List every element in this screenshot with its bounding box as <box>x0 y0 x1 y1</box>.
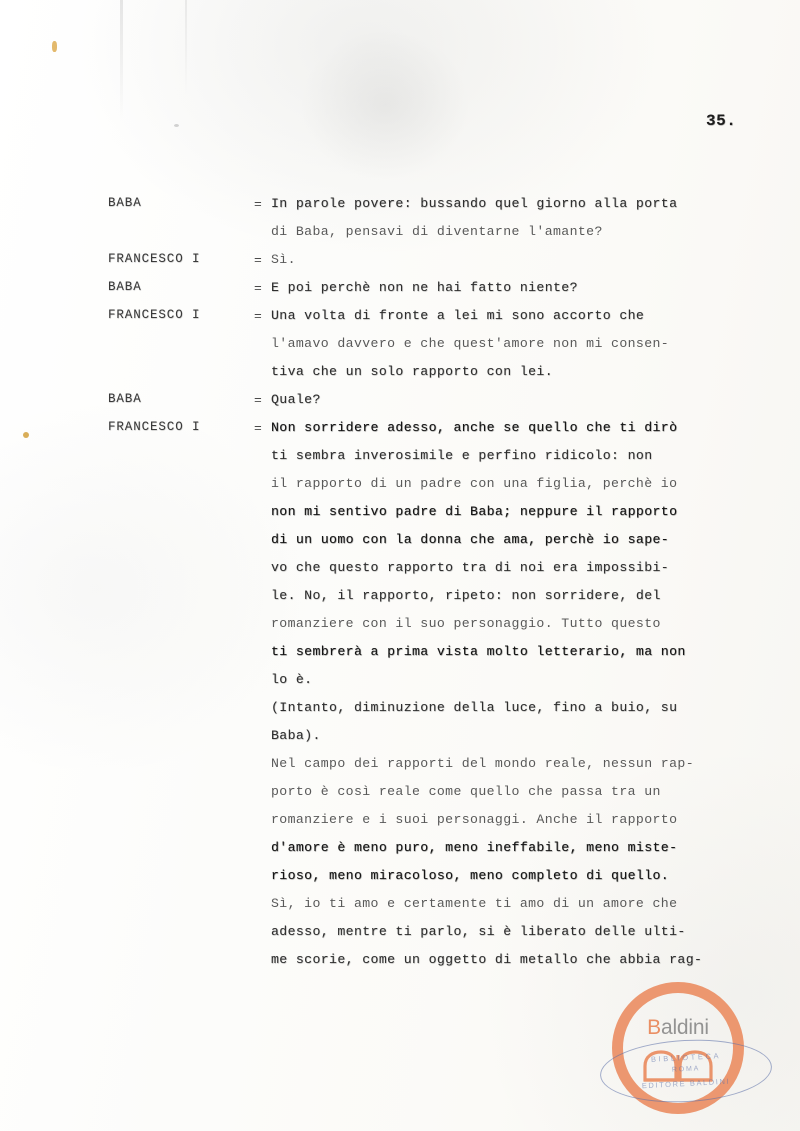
blue-stamp-line-mid: ROMA <box>671 1065 701 1074</box>
script-line <box>108 280 780 308</box>
underlined-text: Baba <box>271 728 305 743</box>
script-line <box>108 224 780 252</box>
paper-speck-orange-2 <box>23 432 29 438</box>
dialogue-line: di un uomo con la donna che ama, perchè io sape- <box>271 532 670 547</box>
speaker-separator: = <box>254 309 262 324</box>
dialogue-line: romanziere e i suoi personaggi. Anche il rapporto <box>271 812 678 827</box>
open-book-icon <box>642 1048 714 1082</box>
dialogue-line: porto è così reale come quello che passa tra un <box>271 784 661 799</box>
script-line <box>108 392 780 420</box>
script-line <box>108 868 780 896</box>
script-line <box>108 728 780 756</box>
speaker-separator: = <box>254 281 262 296</box>
script-line <box>108 476 780 504</box>
blue-stamp-line-bottom: EDITORE BALDINI <box>641 1076 731 1091</box>
logo-wordmark <box>612 1016 744 1040</box>
script-line <box>108 560 780 588</box>
script-line <box>108 336 780 364</box>
script-line <box>108 588 780 616</box>
dialogue-line: di Baba, pensavi di diventarne l'amante? <box>271 224 603 239</box>
script-line <box>108 700 780 728</box>
script-line <box>108 952 780 980</box>
paper-smudge <box>300 30 470 180</box>
dialogue-line: Sì. <box>271 252 296 267</box>
dialogue-line: non mi sentivo padre di Baba; neppure il rapporto <box>271 504 678 519</box>
script-line <box>108 672 780 700</box>
dialogue-line: rioso, meno miracoloso, meno completo di quello. <box>271 868 670 883</box>
dialogue-line: adesso, mentre ti parlo, si è liberato delle ulti- <box>271 924 686 939</box>
page-number: 35. <box>706 112 737 130</box>
script-line <box>108 252 780 280</box>
script-line <box>108 756 780 784</box>
underlined-text: Intanto, diminuzione della luce, fino a buio, su <box>279 700 678 715</box>
script-line <box>108 812 780 840</box>
script-line <box>108 196 780 224</box>
dialogue-line: vo che questo rapporto tra di noi era impossibi- <box>271 560 670 575</box>
dialogue-line: romanziere con il suo personaggio. Tutto questo <box>271 616 661 631</box>
stage-direction-line <box>271 728 781 743</box>
dialogue-line: Una volta di fronte a lei mi sono accorto che <box>271 308 645 323</box>
stage-direction-line <box>271 700 781 715</box>
script-line <box>108 924 780 952</box>
dialogue-line: lo è. <box>271 672 313 687</box>
dialogue-line: Non sorridere adesso, anche se quello che ti dirò <box>271 420 678 435</box>
paper-speck-gray <box>174 124 179 127</box>
speaker-label: BABA <box>108 196 142 210</box>
paren-close: ). <box>304 728 321 743</box>
dialogue-line: ti sembra inverosimile e perfino ridicolo: non <box>271 448 653 463</box>
logo-ring <box>612 982 744 1114</box>
paper-crease-2 <box>185 0 187 95</box>
speaker-separator: = <box>254 197 262 212</box>
speaker-separator: = <box>254 393 262 408</box>
script-line <box>108 896 780 924</box>
dialogue-line: il rapporto di un padre con una figlia, perchè io <box>271 476 678 491</box>
script-line <box>108 784 780 812</box>
dialogue-line: Nel campo dei rapporti del mondo reale, nessun rap- <box>271 756 694 771</box>
logo-wordmark-rest: aldini <box>660 1016 709 1039</box>
paren-open: ( <box>271 700 280 715</box>
speaker-label: FRANCESCO I <box>108 252 201 266</box>
dialogue-line: tiva che un solo rapporto con lei. <box>271 364 553 379</box>
speaker-label: BABA <box>108 392 142 406</box>
dialogue-line: me scorie, come un oggetto di metallo che abbia rag- <box>271 952 703 967</box>
dialogue-line: Quale? <box>271 392 321 407</box>
script-line <box>108 504 780 532</box>
script-line <box>108 644 780 672</box>
dialogue-line: In parole povere: bussando quel giorno alla porta <box>271 196 678 211</box>
script-line <box>108 364 780 392</box>
script-body <box>108 196 780 980</box>
dialogue-line: d'amore è meno puro, meno ineffabile, meno miste- <box>271 840 678 855</box>
script-line <box>108 448 780 476</box>
paper-speck-orange <box>52 41 57 52</box>
blue-stamp-line-top: BIBLIOTECA <box>650 1051 722 1064</box>
speaker-label: BABA <box>108 280 142 294</box>
dialogue-line: ti sembrerà a prima vista molto letterario, ma non <box>271 644 686 659</box>
speaker-label: FRANCESCO I <box>108 420 201 434</box>
dialogue-line: E poi perchè non ne hai fatto niente? <box>271 280 578 295</box>
script-line <box>108 420 780 448</box>
dialogue-line: l'amavo davvero e che quest'amore non mi consen- <box>271 336 670 351</box>
paper-crease <box>120 0 123 120</box>
script-line <box>108 308 780 336</box>
dialogue-line: le. No, il rapporto, ripeto: non sorridere, del <box>271 588 661 603</box>
script-line <box>108 532 780 560</box>
script-line <box>108 840 780 868</box>
dialogue-line: Sì, io ti amo e certamente ti amo di un amore che <box>271 896 678 911</box>
blue-stamp-outline <box>598 1036 773 1107</box>
speaker-separator: = <box>254 253 262 268</box>
blue-oval-stamp <box>600 1040 772 1102</box>
speaker-separator: = <box>254 421 262 436</box>
script-line <box>108 616 780 644</box>
speaker-label: FRANCESCO I <box>108 308 201 322</box>
publisher-logo-stamp <box>612 982 744 1114</box>
logo-initial: B <box>647 1016 661 1039</box>
